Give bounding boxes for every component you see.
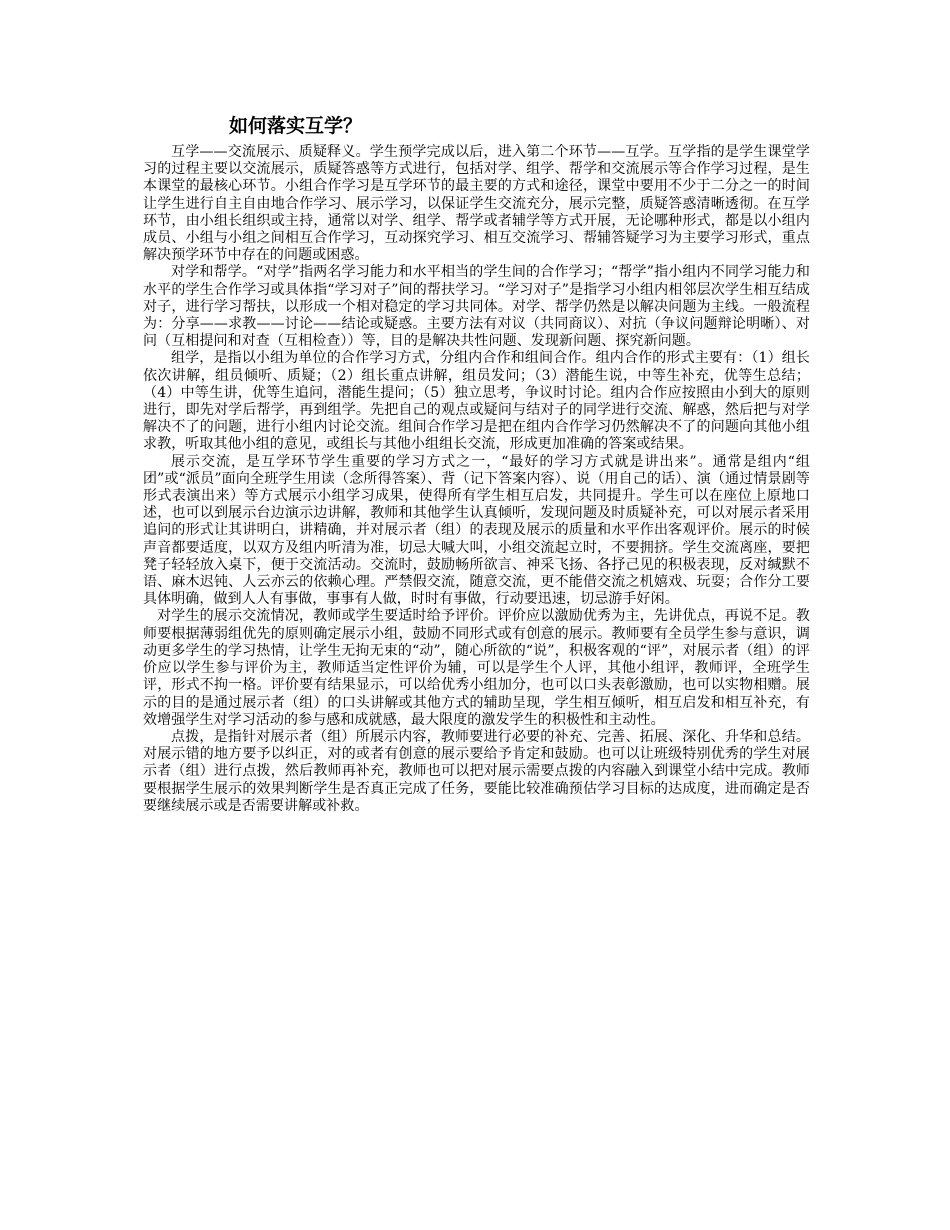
- document-page: [143, 112, 810, 815]
- paragraph-pingjia: 对学生的展示交流情况，教师或学生要适时给予评价。评价应以激励优秀为主，先讲优点，再说不足。教师要根据薄弱组优先的原则确定展示小组，鼓励不同形式或有创意的展示。教师要有全员学生参与意识，调动更多学生的学习热情，让学生无拘无束的“动”，随心所欲的“说”，积极客观的“评”，对展示者（组）的评价应以学生参与评价为主，教师适当定性评价为辅，可以是学生个人评，其他小组评，教师评，全班学生评，形式不拘一格。评价要有结果显示，可以给优秀小组加分，也可以口头表彰激励，也可以实物相赠。展示的目的是通过展示者（组）的口头讲解或其他方式的辅助呈现，学生相互倾听，相互启发和相互补充，有效增强学生对学习活动的参与感和成就感，最大限度的激发学生的积极性和主动性。: [143, 608, 810, 728]
- paragraph-zhanshi-jiaoliu: 展示交流，是互学环节学生重要的学习方式之一，“最好的学习方式就是讲出来”。通常是组内“组团”或“派员”面向全班学生用读（念所得答案）、背（记下答案内容）、说（用自己的话）、演（通过情景剧等形式表演出来）等方式展示小组学习成果，使得所有学生相互启发，共同提升。学生可以在座位上原地口述，也可以到展示台边演示边讲解，教师和其他学生认真倾听，发现问题及时质疑补充，可以对展示者采用追问的形式让其讲明白，讲精确，并对展示者（组）的表现及展示的质量和水平作出客观评价。展示的时候声音都要适度，以双方及组内听清为准，切忌大喊大叫，小组交流起立时，不要拥挤。学生交流离座，要把凳子轻轻放入桌下，便于交流活动。交流时，鼓励畅所欲言、神采飞扬、各抒己见的积极表现，反对缄默不语、麻木迟钝、人云亦云的依赖心理。严禁假交流，随意交流，更不能借交流之机嬉戏、玩耍；合作分工要具体明确，做到人人有事做，事事有人做，时时有事做，行动要迅速，切忌游手好闲。: [143, 453, 810, 608]
- paragraph-zuxue: 组学，是指以小组为单位的合作学习方式，分组内合作和组间合作。组内合作的形式主要有：（1）组长依次讲解，组员倾听、质疑；（2）组长重点讲解，组员发问；（3）潜能生说，中等生补充，优等生总结；（4）中等生讲，优等生追问，潜能生提问；（5）独立思考，争议时讨论。组内合作应按照由小到大的原则进行，即先对学后帮学，再到组学。先把自己的观点或疑问与结对子的同学进行交流、解惑，然后把与对学解决不了的问题，进行小组内讨论交流。组间合作学习是把在组内合作学习仍然解决不了的问题向其他小组求教，听取其他小组的意见，或组长与其他小组组长交流，形成更加准确的答案或结果。: [143, 350, 810, 453]
- paragraph-dianbo: 点拨，是指针对展示者（组）所展示内容，教师要进行必要的补充、完善、拓展、深化、升华和总结。对展示错的地方要予以纠正，对的或者有创意的展示要给予肯定和鼓励。也可以让班级特别优秀的学生对展示者（组）进行点拨，然后教师再补充，教师也可以把对展示需要点拨的内容融入到课堂小结中完成。教师要根据学生展示的效果判断学生是否真正完成了任务，要能比较准确预估学习目标的达成度，进而确定是否要继续展示或是否需要讲解或补救。: [143, 728, 810, 814]
- paragraph-duixue-bangxue: 对学和帮学。“对学”指两名学习能力和水平相当的学生间的合作学习；“帮学”指小组内不同学习能力和水平的学生合作学习或具体指“学习对子”间的帮扶学习。“学习对子”是指学习小组内相邻层次学生相互结成对子，进行学习帮扶，以形成一个相对稳定的学习共同体。对学、帮学仍然是以解决问题为主线。一般流程为：分享——求教——讨论——结论或疑惑。主要方法有对议（共同商议）、对抗（争议问题辩论明晰）、对问（互相提问和对查（互相检查））等，目的是解决共性问题、发现新问题、探究新问题。: [143, 264, 810, 350]
- document-title: 如何落实互学？: [229, 115, 363, 137]
- paragraph-huxue: 互学——交流展示、质疑释义。学生预学完成以后，进入第二个环节——互学。互学指的是学生课堂学习的过程主要以交流展示，质疑答惑等方式进行，包括对学、组学、帮学和交流展示等合作学习过程，是生本课堂的最核心环节。小组合作学习是互学环节的最主要的方式和途径，课堂中要用不少于二分之一的时间让学生进行自主自由地合作学习、展示学习，以保证学生交流充分，展示完整，质疑答惑清晰透彻。在互学环节，由小组长组织或主持，通常以对学、组学、帮学或者辅学等方式开展，无论哪种形式，都是以小组内成员、小组与小组之间相互合作学习，互动探究学习、相互交流学习、帮辅答疑学习为主要学习形式，重点解决预学环节中存在的问题或困惑。: [143, 144, 810, 264]
